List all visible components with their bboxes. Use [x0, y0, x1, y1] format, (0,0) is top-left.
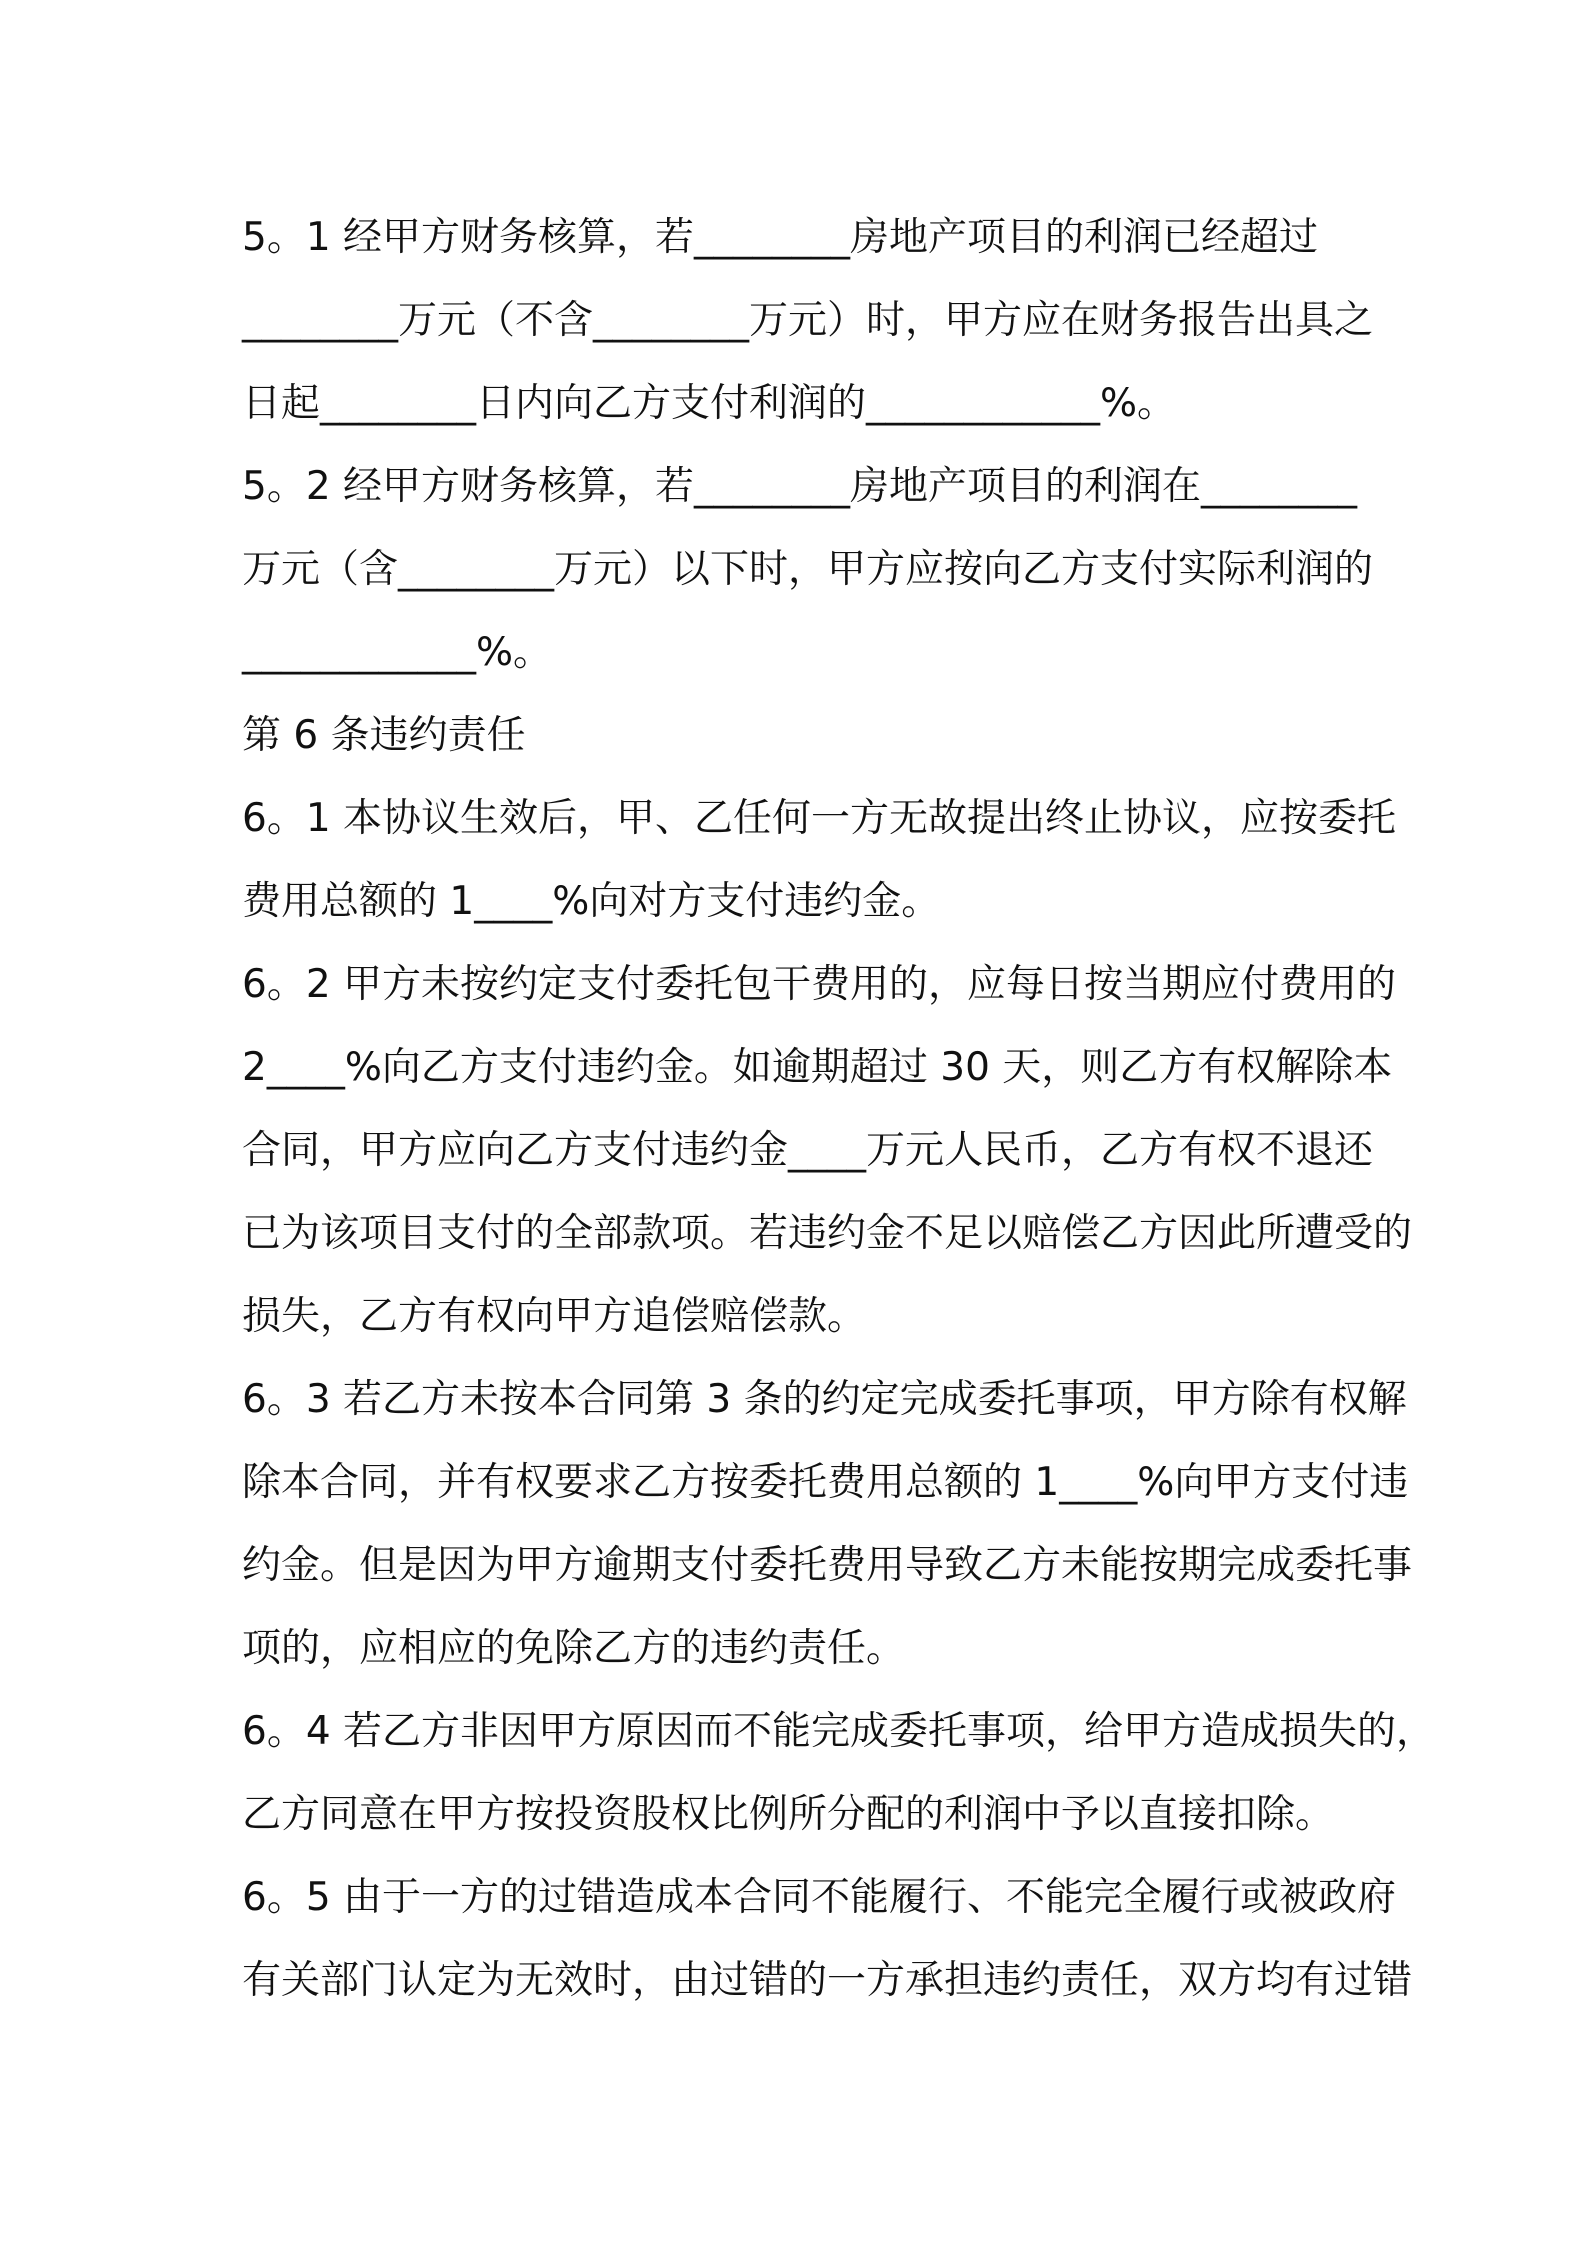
clause-6-1-line-2: 费用总额的 1____%向对方支付违约金。	[242, 879, 941, 924]
clause-5-1-line-2: ________万元（不含________万元）时，甲方应在财务报告出具之	[242, 298, 1374, 343]
clause-6-2-line-1: 6。2 甲方未按约定支付委托包干费用的，应每日按当期应付费用的	[242, 962, 1397, 1007]
clause-6-2-line-5: 损失，乙方有权向甲方追偿赔偿款。	[242, 1294, 867, 1339]
clause-6-2-line-2: 2____%向乙方支付违约金。如逾期超过 30 天，则乙方有权解除本	[242, 1045, 1393, 1090]
clause-6-4-line-1: 6。4 若乙方非因甲方原因而不能完成委托事项，给甲方造成损失的，	[242, 1709, 1436, 1754]
clause-6-2-line-3: 合同，甲方应向乙方支付违约金____万元人民币，乙方有权不退还	[242, 1128, 1374, 1173]
clause-6-2-line-4: 已为该项目支付的全部款项。若违约金不足以赔偿乙方因此所遭受的	[242, 1211, 1413, 1256]
clause-5-2-line-2: 万元（含________万元）以下时，甲方应按向乙方支付实际利润的	[242, 547, 1374, 592]
clause-6-5-line-1: 6。5 由于一方的过错造成本合同不能履行、不能完全履行或被政府	[242, 1875, 1397, 1920]
clause-6-3-line-2: 除本合同，并有权要求乙方按委托费用总额的 1____%向甲方支付违	[242, 1460, 1409, 1505]
clause-5-1-line-3: 日起________日内向乙方支付利润的____________%。	[242, 381, 1177, 426]
clause-6-5-line-2: 有关部门认定为无效时，由过错的一方承担违约责任，双方均有过错	[242, 1958, 1413, 2003]
document-body	[242, 196, 1436, 2022]
clause-6-3-line-1: 6。3 若乙方未按本合同第 3 条的约定完成委托事项，甲方除有权解	[242, 1377, 1407, 1422]
clause-6-1-line-1: 6。1 本协议生效后，甲、乙任何一方无故提出终止协议，应按委托	[242, 796, 1397, 841]
clause-6-3-line-3: 约金。但是因为甲方逾期支付委托费用导致乙方未能按期完成委托事	[242, 1543, 1413, 1588]
article-6-heading: 第 6 条违约责任	[242, 713, 526, 758]
clause-5-1-line-1: 5。1 经甲方财务核算，若________房地产项目的利润已经超过	[242, 215, 1319, 260]
clause-5-2-line-1: 5。2 经甲方财务核算，若________房地产项目的利润在________	[242, 464, 1358, 509]
clause-6-4-line-2: 乙方同意在甲方按投资股权比例所分配的利润中予以直接扣除。	[242, 1792, 1335, 1837]
clause-6-3-line-4: 项的，应相应的免除乙方的违约责任。	[242, 1626, 906, 1671]
clause-5-2-line-3: ____________%。	[242, 630, 553, 675]
